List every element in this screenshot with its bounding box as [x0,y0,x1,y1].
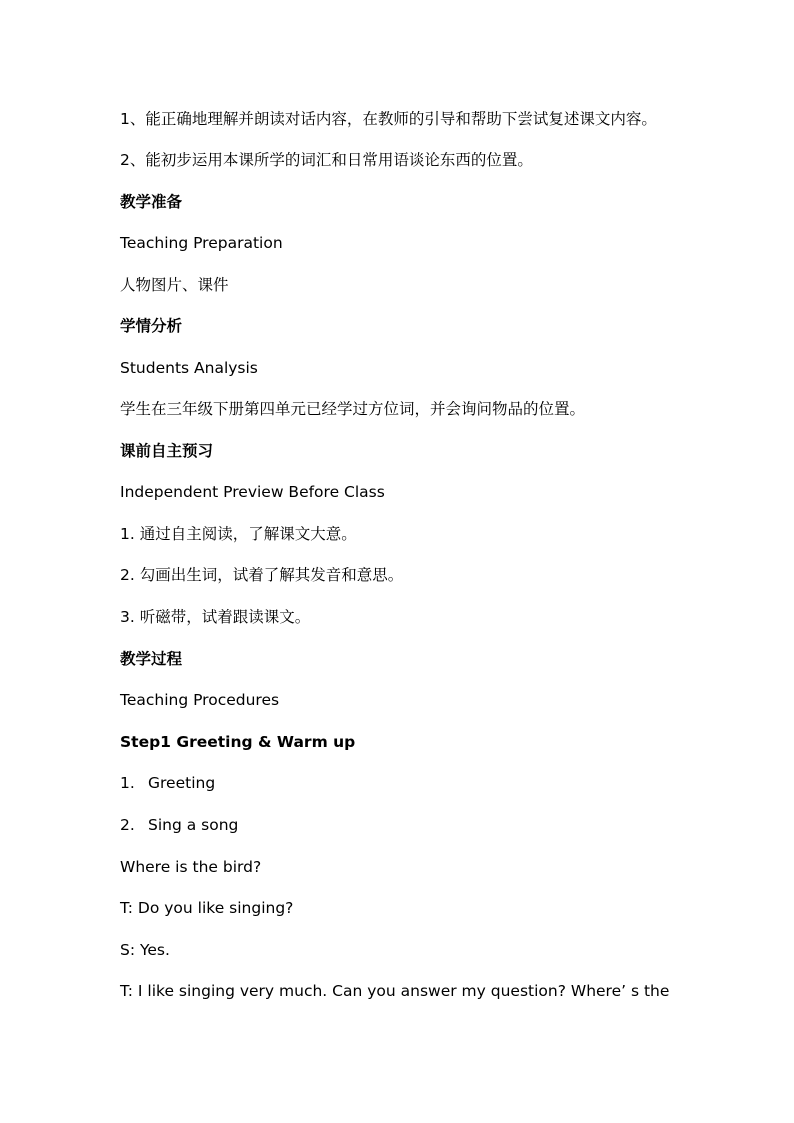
list-item-number: 2. [120,816,135,834]
heading-students-analysis-en: Students Analysis [120,359,258,377]
song-title: Where is the bird? [120,858,262,876]
students-analysis-text: 学生在三年级下册第四单元已经学过方位词，并会询问物品的位置。 [120,400,586,418]
list-item [120,815,238,835]
preparation-materials: 人物图片、课件 [120,276,229,294]
heading-students-analysis-cn: 学情分析 [120,317,183,335]
dialogue-line: T: Do you like singing? [120,899,294,917]
list-item [120,773,215,793]
list-item-text: Greeting [148,774,216,792]
heading-teaching-preparation-cn: 教学准备 [120,193,183,211]
heading-procedures-cn: 教学过程 [120,650,183,668]
objective-2: 2、能初步运用本课所学的词汇和日常用语谈论东西的位置。 [120,151,533,169]
preview-item-3: 3. 听磁带，试着跟读课文。 [120,608,311,626]
heading-procedures-en: Teaching Procedures [120,691,280,709]
preview-item-2: 2. 勾画出生词，试着了解其发音和意思。 [120,566,404,584]
preview-item-1: 1. 通过自主阅读，了解课文大意。 [120,525,357,543]
list-item-text: Sing a song [148,816,239,834]
dialogue-line: T: I like singing very much. Can you answer my question? Where’ s the [120,982,670,1000]
list-item-number: 1. [120,774,135,792]
heading-preview-en: Independent Preview Before Class [120,483,385,501]
objective-1: 1、能正确地理解并朗读对话内容，在教师的引导和帮助下尝试复述课文内容。 [120,110,657,128]
dialogue-line: S: Yes. [120,941,170,959]
heading-teaching-preparation-en: Teaching Preparation [120,234,283,252]
heading-preview-cn: 课前自主预习 [120,442,214,460]
step1-heading: Step1 Greeting & Warm up [120,733,356,751]
